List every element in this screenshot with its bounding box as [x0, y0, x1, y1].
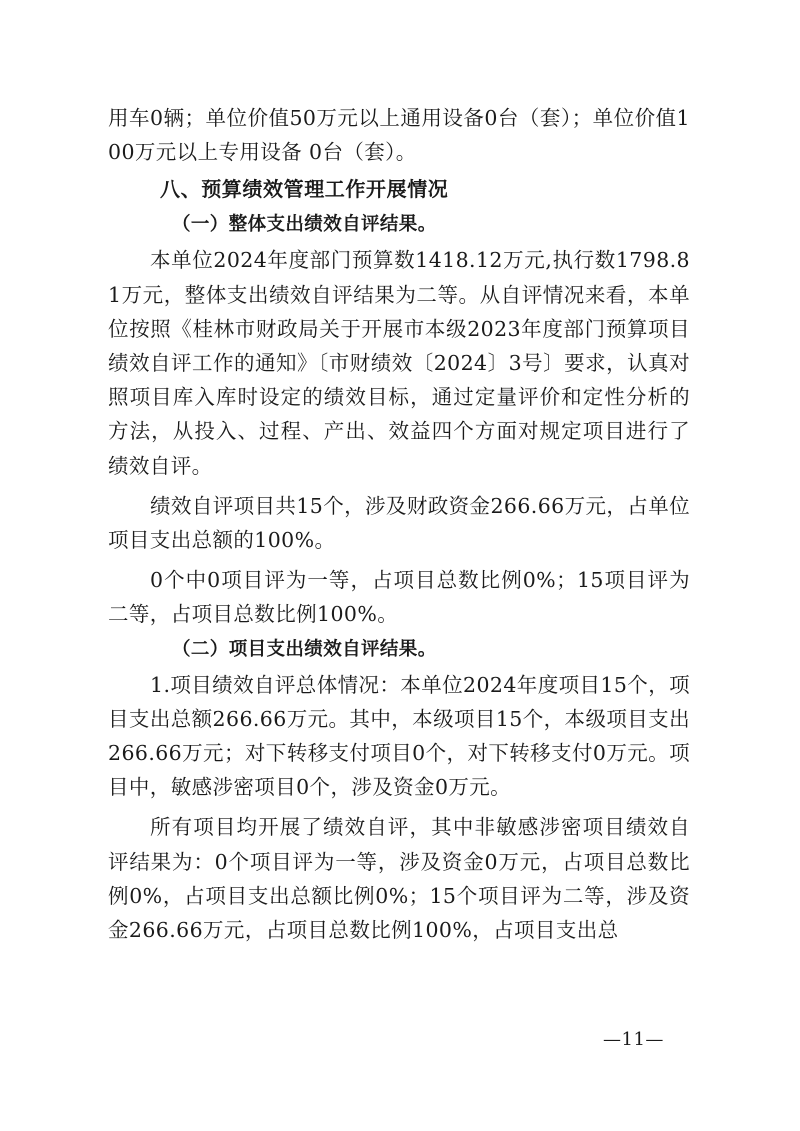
paragraph-budget-overview: 本单位2024年度部门预算数1418.12万元,执行数1798.81万元，整体支出绩效自评结果为二等。从自评情况来看，本单位按照《桂林市财政局关于开展市本级2023年度部门预算项目绩效自评工作的通知》〔市财绩效〔2024〕3号〕要求，认真对照项目库入库时设定的绩效目标，通过定量评价和定性分析的方法，从投入、过程、产出、效益四个方面对规定项目进行了绩效自评。	[108, 248, 690, 478]
section-heading-performance-management: 八、预算绩效管理工作开展情况	[160, 177, 449, 202]
paragraph-project-summary: 1.项目绩效自评总体情况：本单位2024年度项目15个，项目支出总额266.66万元。其中，本级项目15个，本级项目支出266.66万元；对下转移支付项目0个，对下转移支付0万元。项目中，敏感涉密项目0个，涉及资金0万元。	[108, 672, 690, 800]
paragraph-project-count: 绩效自评项目共15个，涉及财政资金266.66万元，占单位项目支出总额的100%。	[108, 493, 690, 553]
page-number: —11—	[603, 1029, 664, 1050]
document-page	[108, 101, 690, 947]
subsection-heading-overall-expenditure: （一）整体支出绩效自评结果。	[172, 214, 437, 236]
paragraph-project-results: 所有项目均开展了绩效自评，其中非敏感涉密项目绩效自评结果为：0个项目评为一等，涉及资金0万元，占项目总数比例0%，占项目支出总额比例0%；15个项目评为二等，涉及资金266.66万元，占项目总数比例100%，占项目支出总	[108, 815, 690, 943]
paragraph-rating-ratio: 0个中0项目评为一等，占项目总数比例0%；15项目评为二等，占项目总数比例100%。	[108, 568, 690, 627]
paragraph-vehicle-equipment: 用车0辆；单位价值50万元以上通用设备0台（套）；单位价值100万元以上专用设备 0台（套）。	[108, 106, 690, 165]
subsection-heading-project-expenditure: （二）项目支出绩效自评结果。	[172, 638, 437, 660]
